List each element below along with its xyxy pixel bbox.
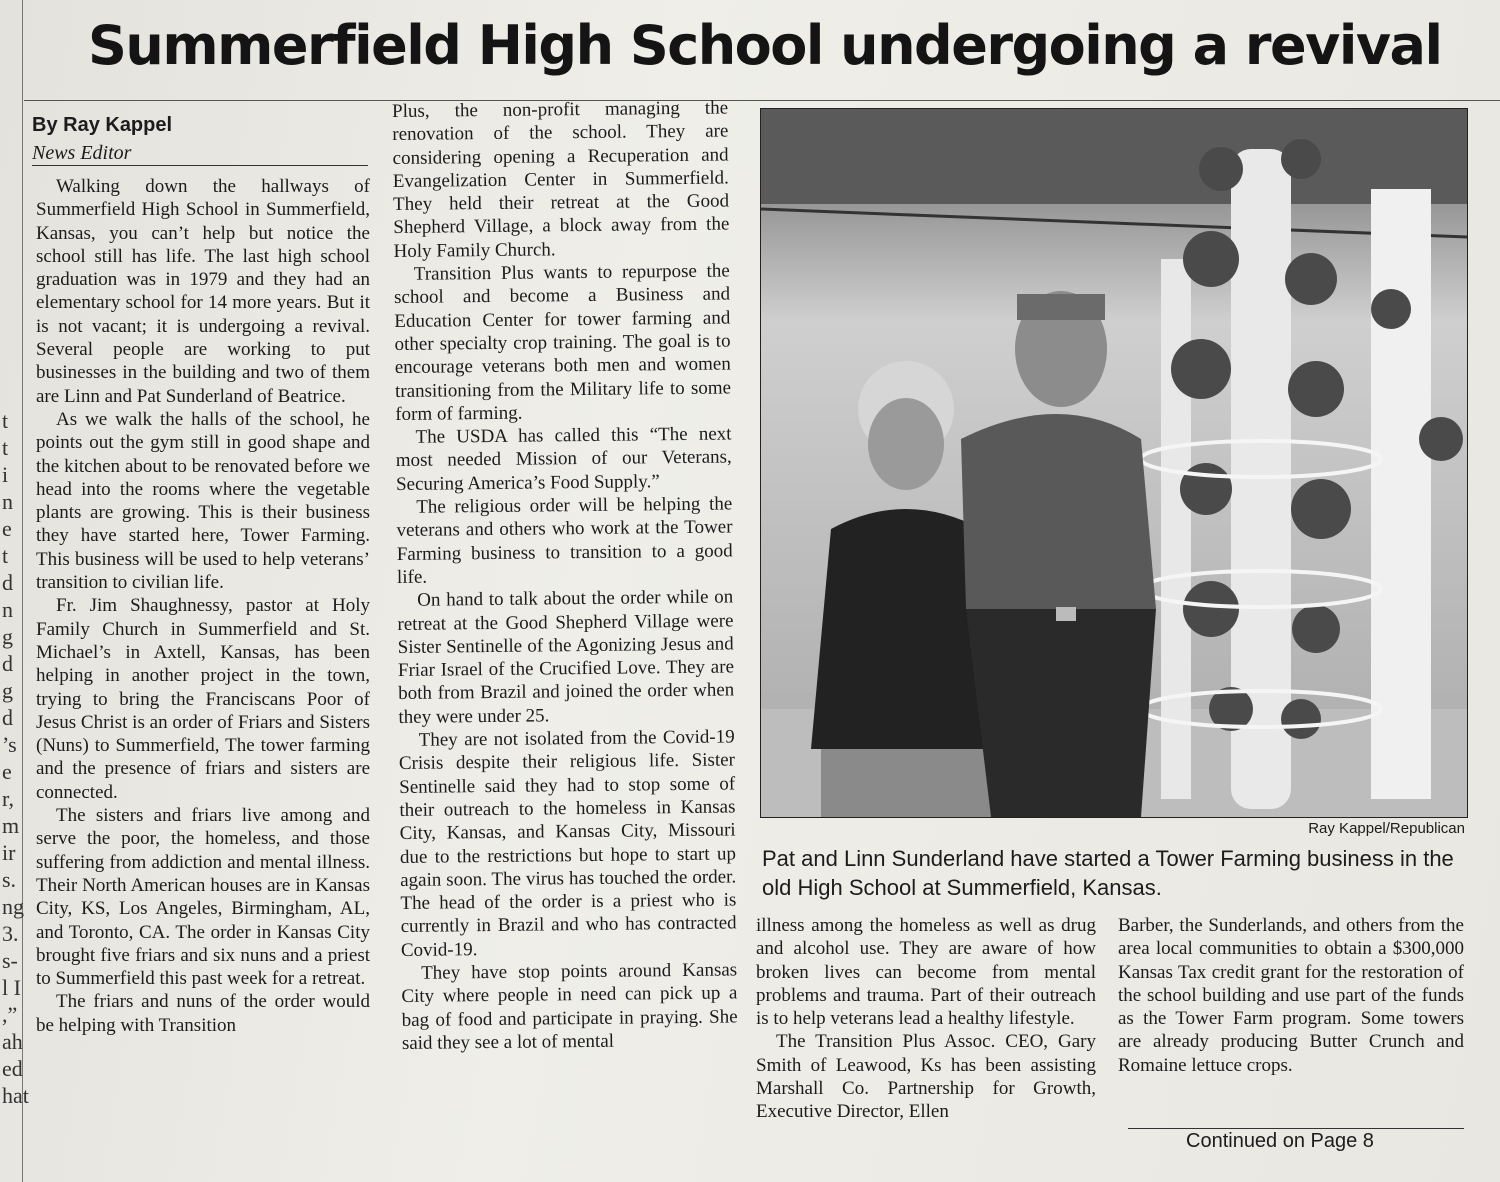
article-photo: [760, 108, 1468, 818]
article-paragraph: Fr. Jim Shaughnessy, pastor at Holy Family Church in Summerfield and St. Michael’s in Axtell, Kansas, has been helping in another project in the town, trying to bring the Franciscans Poor of Jesus Christ is an order of Friars and Sisters (Nuns) to Summerfield, The tower farming and the presence of friars and sisters are connected.: [36, 595, 370, 803]
bleed-fragment: s-: [2, 948, 18, 973]
bleed-fragment: ’s: [2, 732, 17, 757]
bleed-fragment: d: [2, 570, 13, 595]
article-paragraph: Walking down the hallways of Summerfield High School in Summerfield, Kansas, you can’t help but notice the school still has life. The last high school graduation was in 1979 and they had an elementary school for 14 more years. But it is not vacant; it is undergoing a revival. Several people are working to put businesses in the building and two of them are Linn and Pat Sunderland of Beatrice.: [36, 176, 370, 407]
headline: Summerfield High School undergoing a revival: [88, 14, 1442, 77]
bleed-fragment: n: [2, 597, 13, 622]
byline: By Ray Kappel: [32, 114, 173, 136]
article-paragraph: The Transition Plus Assoc. CEO, Gary Smith of Leawood, Ks has been assisting Marshall Co. Partnership for Growth, Executive Director, Ellen: [756, 1031, 1096, 1123]
article-paragraph: illness among the homeless as well as drug and alcohol use. They are aware of how broken lives can become from mental problems and trauma. Part of their outreach is to help veterans lead a healthy lifestyle.: [756, 915, 1096, 1030]
bleed-fragment: g: [2, 624, 13, 649]
article-paragraph: Transition Plus wants to repurpose the school and become a Business and Education Center for tower farming and other specialty crop training. The goal is to encourage veterans both men and women transitioning from the Military life to some form of farming.: [393, 260, 732, 425]
article-paragraph: On hand to talk about the order while on retreat at the Good Shepherd Village were Sister Sentinelle of the Agonizing Jesus and Friar Israel of the Crucified Love. They are both from Brazil and joined the order when they were under 25.: [397, 586, 735, 728]
bleed-fragment: r,: [2, 786, 14, 811]
bleed-fragment: e: [2, 516, 12, 541]
bleed-fragment: n: [2, 489, 13, 514]
article-column-4: [1118, 914, 1464, 1077]
article-paragraph: They are not isolated from the Covid-19 Crisis despite their religious life. Sister Sentinelle said they had to stop some of their outreach to the homeless in Kansas City, Kansas, and Kansas City, Missouri due to the restrictions but hope to start up again soon. The virus has touched the order. The head of the order is a priest who is currently in Brazil and who has contracted Covid-19.: [398, 726, 737, 961]
bleed-fragment: ir: [2, 840, 16, 865]
bleed-fragment: e: [2, 759, 12, 784]
article-column-2: [392, 96, 738, 1055]
bleed-fragment: m: [2, 813, 20, 838]
headline-box: [24, 0, 1500, 101]
photo-credit: Ray Kappel/Republican: [1308, 820, 1465, 837]
bleed-fragment: ed: [2, 1056, 23, 1081]
article-column-1: [36, 175, 370, 1037]
article-paragraph: They have stop points around Kansas City where people in need can pick up a bag of food and participate in praying. She said they see a lot of mental: [401, 959, 738, 1054]
byline-rule: [32, 165, 368, 166]
bleed-fragment: d: [2, 705, 13, 730]
bleed-fragment: i: [2, 462, 9, 487]
article-paragraph: As we walk the halls of the school, he points out the gym still in good shape and the kitchen about to be renovated before we head into the rooms where the vegetable plants are growing. This is their business they have started here, Tower Farming. This business will be used to help veterans’ transition to civilian life.: [36, 408, 370, 594]
article-paragraph: The friars and nuns of the order would be helping with Transition: [36, 991, 370, 1036]
article-paragraph: The USDA has called this “The next most needed Mission of our Veterans, Securing America’s Food Supply.”: [395, 423, 732, 495]
article-paragraph: The sisters and friars live among and serve the poor, the homeless, and those suffering from addiction and mental illness. Their North American houses are in Kansas City, KS, Los Angeles, Birmingham, AL, and Toronto, CA. The order in Kansas City brought five friars and six nuns and a priest to Summerfield this past week for a retreat.: [36, 805, 370, 990]
photo-caption: Pat and Linn Sunderland have started a Tower Farming business in the old High School at Summerfield, Kansas.: [762, 846, 1454, 900]
bleed-fragment: t: [2, 435, 9, 460]
article-paragraph: The religious order will be helping the veterans and others who work at the Tower Farming business to transition to a good life.: [396, 493, 733, 588]
bleed-fragment: l I: [2, 975, 21, 1000]
bleed-fragment: t: [2, 543, 9, 568]
continued-notice: Continued on Page 8: [1186, 1130, 1374, 1152]
byline-role: News Editor: [32, 142, 132, 164]
article-column-3: [756, 914, 1096, 1124]
previous-column-bleed: [0, 0, 29, 1182]
bleed-fragment: g: [2, 678, 13, 703]
continued-rule: [1128, 1128, 1464, 1129]
bleed-fragment: hat: [2, 1083, 29, 1108]
bleed-fragment: t: [2, 408, 9, 433]
photo-illustration: [761, 109, 1467, 817]
bleed-fragment: ng: [2, 894, 24, 919]
bleed-fragment: 3.: [2, 921, 19, 946]
bleed-fragment: ah: [2, 1029, 23, 1054]
bleed-fragment: d: [2, 651, 13, 676]
article-paragraph: Plus, the non-profit managing the renovation of the school. They are considering opening a Recuperation and Evangelization Center in Summerfield. They held their retreat at the Good Shepherd Village, a block away from the Holy Family Church.: [392, 97, 730, 262]
bleed-fragment: s.: [2, 867, 17, 892]
bleed-fragment: ,”: [2, 1002, 18, 1027]
article-paragraph: Barber, the Sunderlands, and others from the area local communities to obtain a $300,000 Kansas Tax credit grant for the restoration of the school building and use part of the funds as the Tower Farm program. Some towers are already producing Butter Crunch and Romaine lettuce crops.: [1118, 915, 1464, 1076]
